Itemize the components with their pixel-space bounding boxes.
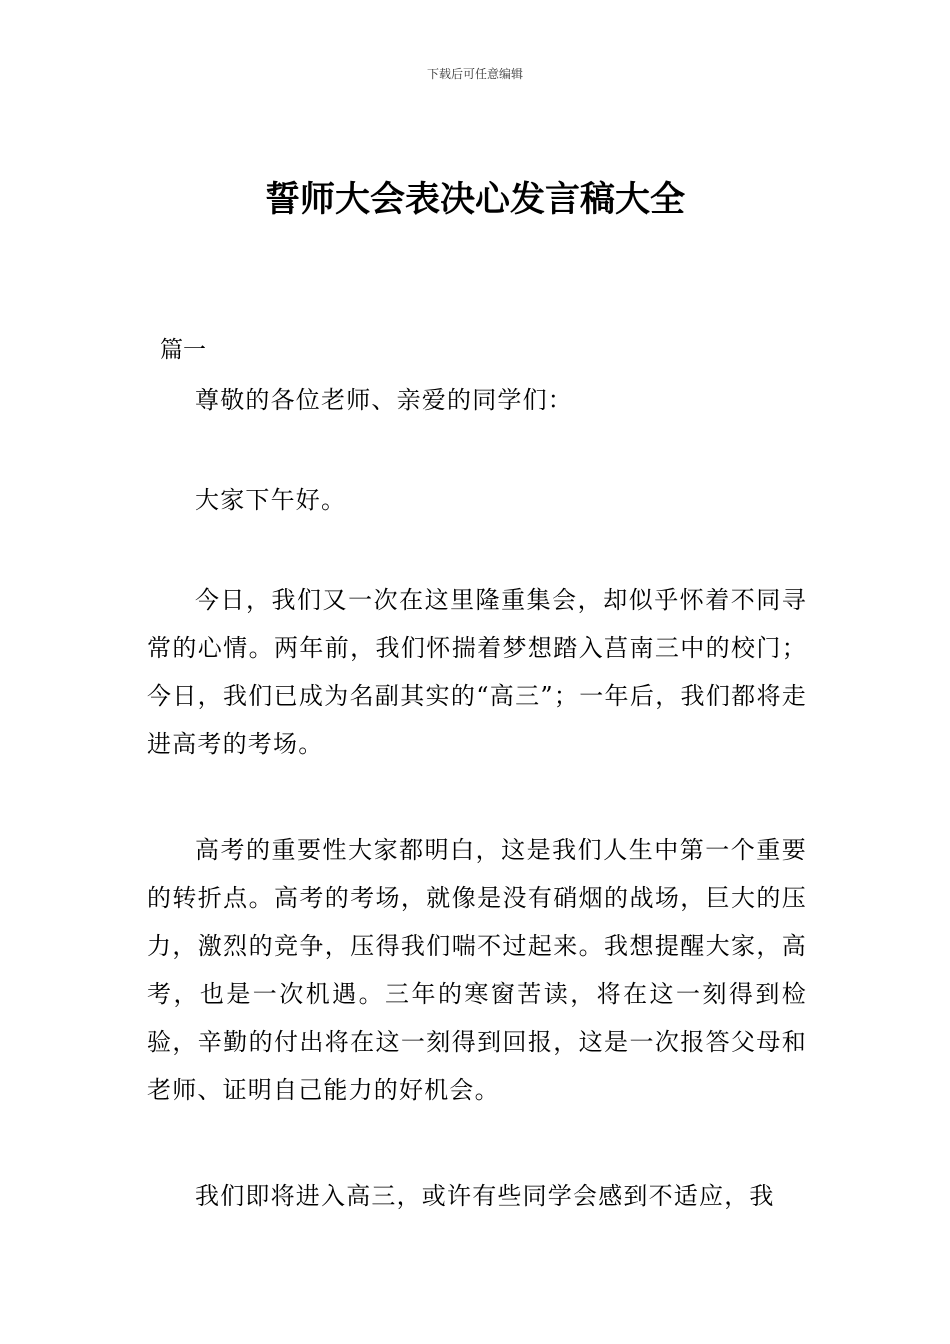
paragraph-gaokao: 高考的重要性大家都明白，这是我们人生中第一个重要的转折点。高考的考场，就像是没有硝烟的战场，巨大的压力，激烈的竞争，压得我们喘不过起来。我想提醒大家，高考，也是一次机遇。三年的寒窗苦读，将在这一刻得到检验，辛勤的付出将在这一刻得到回报，这是一次报答父母和老师、证明自己能力的好机会。 — [147, 836, 807, 1104]
paragraph-enter-senior-year: 我们即将进入高三，或许有些同学会感到不适应，我 — [195, 1182, 775, 1210]
paragraph-today: 今日，我们又一次在这里隆重集会，却似乎怀着不同寻常的心情。两年前，我们怀揣着梦想踏入莒南三中的校门；今日，我们已成为名副其实的“高三”；一年后，我们都将走进高考的考场。 — [147, 586, 807, 758]
section-label: 篇一 — [160, 337, 206, 363]
document-title: 誓师大会表决心发言稿大全 — [264, 180, 685, 220]
paragraph-hello: 大家下午好。 — [195, 486, 347, 514]
paragraph-greeting: 尊敬的各位老师、亲爱的同学们： — [195, 386, 573, 414]
page-header-note: 下载后可任意编辑 — [426, 67, 523, 81]
